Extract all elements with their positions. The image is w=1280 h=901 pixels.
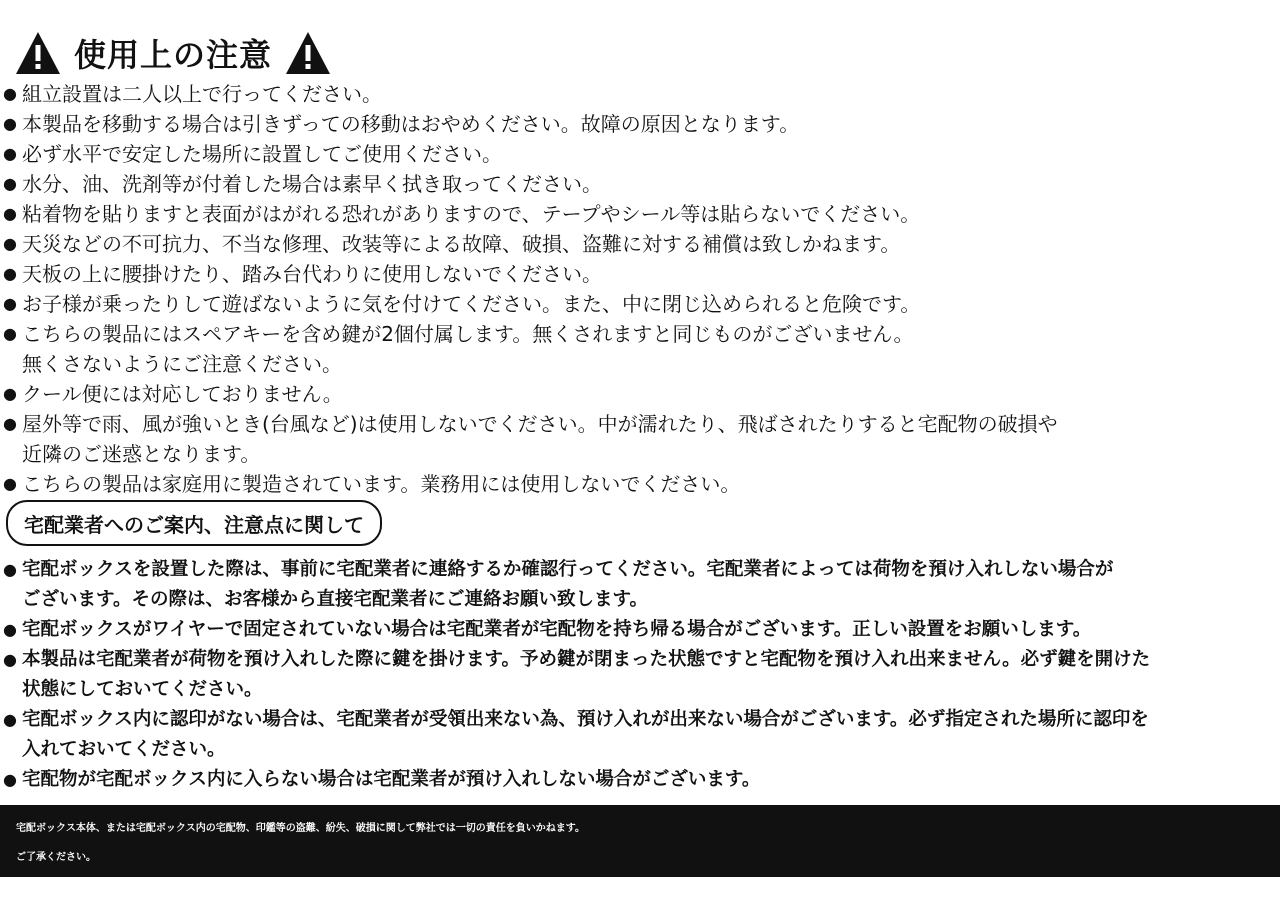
note-item: ● お子様が乗ったりして遊ばないように気を付けてください。また、中に閉じ込められると危険です。 (0, 289, 1058, 319)
note-item: ● 屋外等で雨、風が強いとき(台風など)は使用しないでください。中が濡れたり、飛ばされたりすると宅配物の破損や 近隣のご迷惑となります。 (0, 409, 1058, 469)
warning-triangle-icon (284, 30, 332, 76)
note-item: ● 水分、油、洗剤等が付着した場合は素早く拭き取ってください。 (0, 169, 1058, 199)
delivery-note-item: ● 本製品は宅配業者が荷物を預け入れした際に鍵を掛けます。予め鍵が閉まった状態ですと宅配物を預け入れ出来ません。必ず鍵を開けた 状態にしておいてください。 (0, 645, 1150, 705)
note-item: ● 粘着物を貼りますと表面がはがれる恐れがありますので、テープやシール等は貼らないでください。 (0, 199, 1058, 229)
disclaimer-line: 宅配ボックス本体、または宅配ボックス内の宅配物、印鑑等の盗難、紛失、破損に関して弊社では一切の責任を負いかねます。 (16, 823, 585, 834)
warning-triangle-icon (14, 30, 62, 76)
title-text: 使用上の注意 (74, 36, 273, 74)
section-title (14, 28, 332, 78)
note-item: ● 本製品を移動する場合は引きずっての移動はおやめください。故障の原因となります。 (0, 109, 1058, 139)
note-item: ● 天災などの不可抗力、不当な修理、改装等による故障、破損、盗難に対する補償は致しかねます。 (0, 229, 1058, 259)
note-item: ● こちらの製品は家庭用に製造されています。業務用には使用しないでください。 (0, 469, 1058, 499)
disclaimer-line: ご了承ください。 (16, 852, 96, 863)
disclaimer-banner (0, 805, 1280, 877)
delivery-note-item: ● 宅配ボックスがワイヤーで固定されていない場合は宅配業者が宅配物を持ち帰る場合がございます。正しい設置をお願いします。 (0, 615, 1150, 645)
delivery-note-item: ● 宅配ボックスを設置した際は、事前に宅配業者に連絡するか確認行ってください。宅配業者によっては荷物を預け入れしない場合が ございます。その際は、お客様から直接宅配業者にご連絡お願い致します。 (0, 555, 1150, 615)
delivery-note-item: ● 宅配物が宅配ボックス内に入らない場合は宅配業者が預け入れしない場合がございます。 (0, 765, 1150, 795)
delivery-note-item: ● 宅配ボックス内に認印がない場合は、宅配業者が受領出来ない為、預け入れが出来ない場合がございます。必ず指定された場所に認印を 入れておいてください。 (0, 705, 1150, 765)
note-item: ● こちらの製品にはスペアキーを含め鍵が2個付属します。無くされますと同じものがございません。 無くさないようにご注意ください。 (0, 319, 1058, 379)
note-item: ● 組立設置は二人以上で行ってください。 (0, 79, 1058, 109)
note-item: ● クール便には対応しておりません。 (0, 379, 1058, 409)
delivery-heading: 宅配業者へのご案内、注意点に関して (6, 500, 382, 546)
delivery-notes-list (0, 555, 1150, 795)
note-item: ● 天板の上に腰掛けたり、踏み台代わりに使用しないでください。 (0, 259, 1058, 289)
note-item: ● 必ず水平で安定した場所に設置してご使用ください。 (0, 139, 1058, 169)
usage-notes-list (0, 79, 1058, 499)
